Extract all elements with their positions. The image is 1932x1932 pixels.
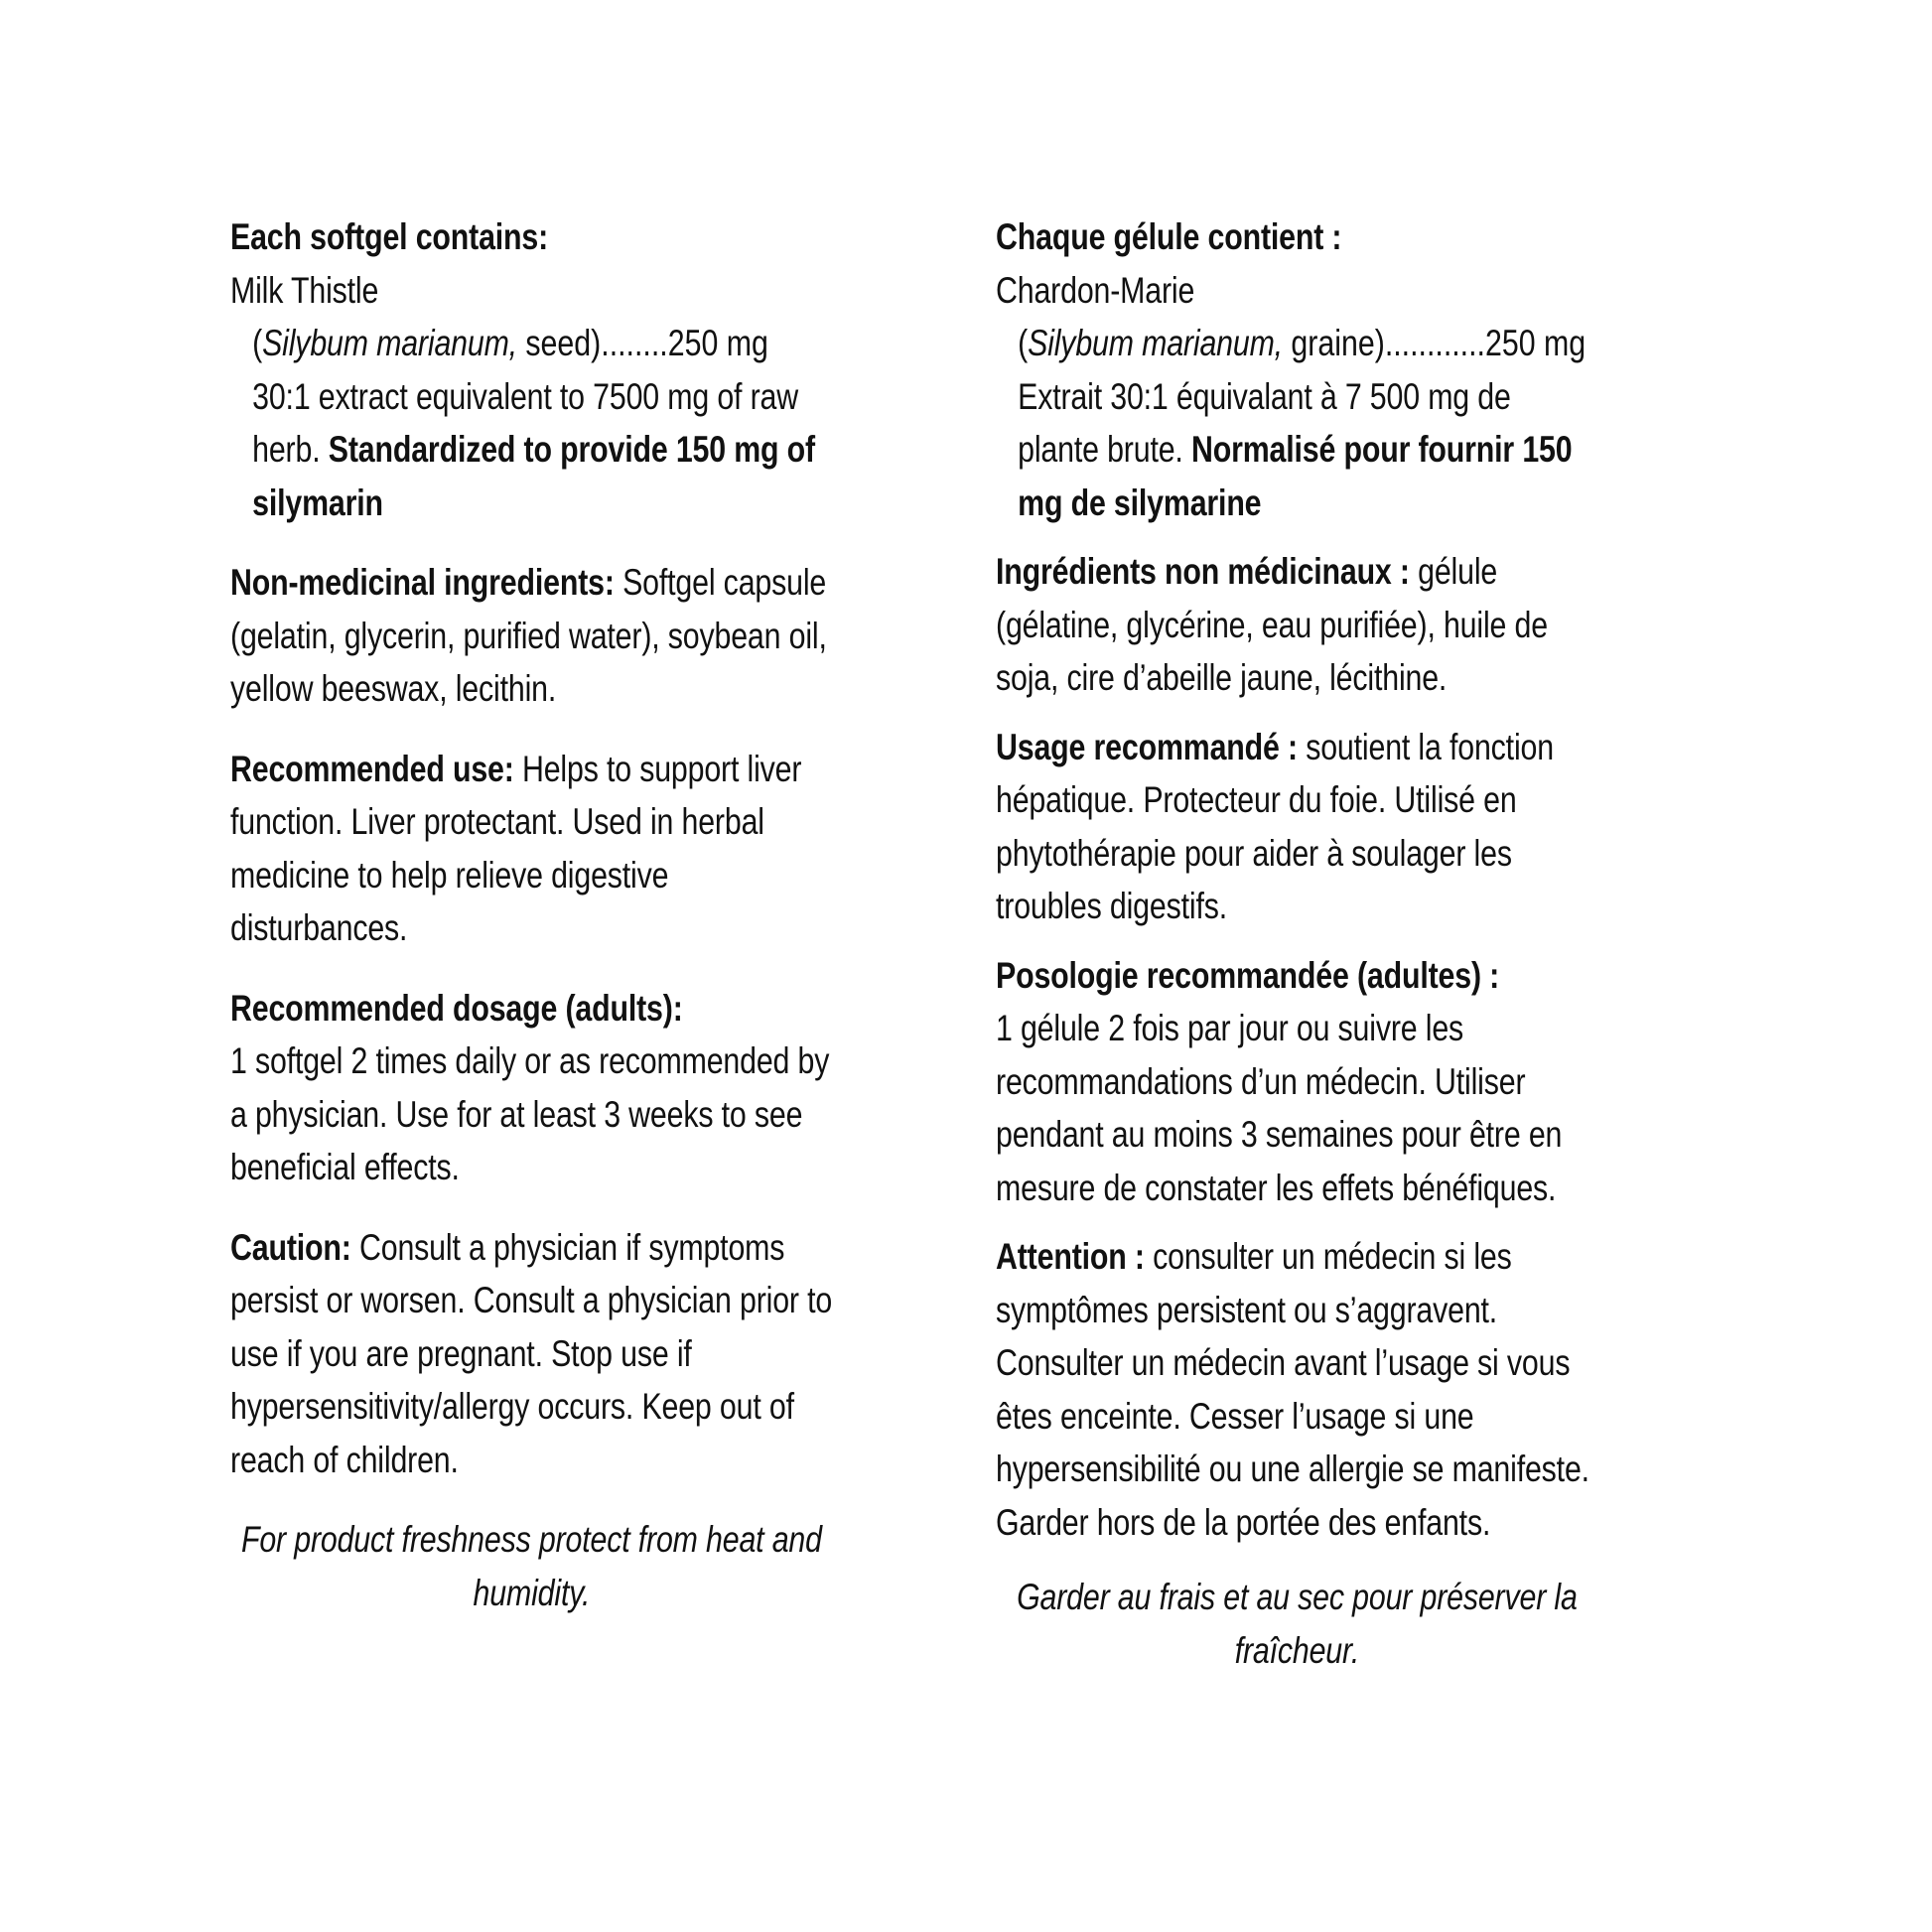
ingredient-details xyxy=(230,317,833,529)
caution-label: Caution: xyxy=(230,1226,351,1268)
contains-heading-fr: Chaque gélule contient : xyxy=(996,216,1342,257)
non-medicinal-label-fr: Ingrédients non médicinaux : xyxy=(996,551,1410,592)
dosage-section-fr xyxy=(996,949,1598,1215)
french-column xyxy=(996,210,1598,1677)
ingredient-details-fr xyxy=(996,317,1598,529)
extract-line xyxy=(252,370,833,530)
latin-open: ( xyxy=(252,323,263,363)
caution-section-fr xyxy=(996,1230,1598,1549)
recommended-use-label-fr: Usage recommandé : xyxy=(996,726,1298,767)
extract-text: 30:1 extract equivalent to 7500 mg of raw herb. xyxy=(252,375,798,470)
non-medicinal-section-fr xyxy=(996,545,1598,705)
part-and-dose-fr: graine)............250 mg xyxy=(1282,323,1587,363)
latin-name-fr: Silybum marianum, xyxy=(1028,323,1283,363)
extract-text-fr: Extrait 30:1 équivalant à 7 500 mg de plante brute. xyxy=(1018,375,1511,470)
recommended-use-label: Recommended use: xyxy=(230,748,514,789)
english-column xyxy=(230,210,833,1619)
ingredient-source-line xyxy=(252,317,833,370)
ingredient-name-fr: Chardon-Marie xyxy=(996,269,1195,311)
dosage-section xyxy=(230,982,833,1194)
recommended-use-text: Helps to support liver function. Liver protectant. Used in herbal medicine to help relieve digestive disturbances. xyxy=(230,748,802,948)
dosage-text-fr: 1 gélule 2 fois par jour ou suivre les recommandations d’un médecin. Utiliser pendant au moins 3 semaines pour être en mesure de constater les effets bénéfiques. xyxy=(996,1008,1563,1208)
non-medicinal-label: Non-medicinal ingredients: xyxy=(230,562,615,603)
latin-name: Silybum marianum, xyxy=(262,323,517,363)
standardized-text-fr: Normalisé pour fournir 150 mg de silymarine xyxy=(1018,429,1573,523)
ingredient-source-line-fr xyxy=(1018,317,1598,370)
non-medicinal-text: Softgel capsule (gelatin, glycerin, purified water), soybean oil, yellow beeswax, lecithin. xyxy=(230,562,827,709)
recommended-use-text-fr: soutient la fonction hépatique. Protecteur du foie. Utilisé en phytothérapie pour aider à soulager les troubles digestifs. xyxy=(996,726,1554,926)
non-medicinal-text-fr: gélule (gélatine, glycérine, eau purifiée), huile de soja, cire d’abeille jaune, lécithine. xyxy=(996,551,1548,698)
storage-note: For product freshness protect from heat and humidity. xyxy=(240,1519,822,1613)
dosage-label: Recommended dosage (adults): xyxy=(230,987,683,1029)
caution-text: Consult a physician if symptoms persist or worsen. Consult a physician prior to use if you are pregnant. Stop use if hypersensitivity/allergy occurs. Keep out of reach of children. xyxy=(230,1226,833,1480)
dosage-text: 1 softgel 2 times daily or as recommended by a physician. Use for at least 3 weeks to see beneficial effects. xyxy=(230,1040,830,1187)
ingredient-name: Milk Thistle xyxy=(230,269,379,311)
caution-label-fr: Attention : xyxy=(996,1236,1145,1277)
caution-text-fr: consulter un médecin si les symptômes persistent ou s’aggravent. Consulter un médecin avant l’usage si vous êtes enceinte. Cesser l’usage si une hypersensibilité ou une allergie se manifeste. Garder hors de la portée des enfants. xyxy=(996,1236,1589,1543)
caution-section xyxy=(230,1221,833,1487)
recommended-use-section xyxy=(230,743,833,955)
contains-heading: Each softgel contains: xyxy=(230,216,549,257)
part-and-dose: seed)........250 mg xyxy=(516,323,768,363)
standardized-text: Standardized to provide 150 mg of silymarin xyxy=(252,429,815,523)
dosage-label-fr: Posologie recommandée (adultes) : xyxy=(996,954,1500,996)
contains-section-fr xyxy=(996,210,1598,529)
recommended-use-section-fr xyxy=(996,721,1598,933)
storage-note-fr: Garder au frais et au sec pour préserver la fraîcheur. xyxy=(1017,1577,1578,1671)
non-medicinal-section xyxy=(230,556,833,716)
extract-line-fr xyxy=(1018,370,1598,530)
contains-section xyxy=(230,210,833,529)
latin-open-fr: ( xyxy=(1018,323,1029,363)
